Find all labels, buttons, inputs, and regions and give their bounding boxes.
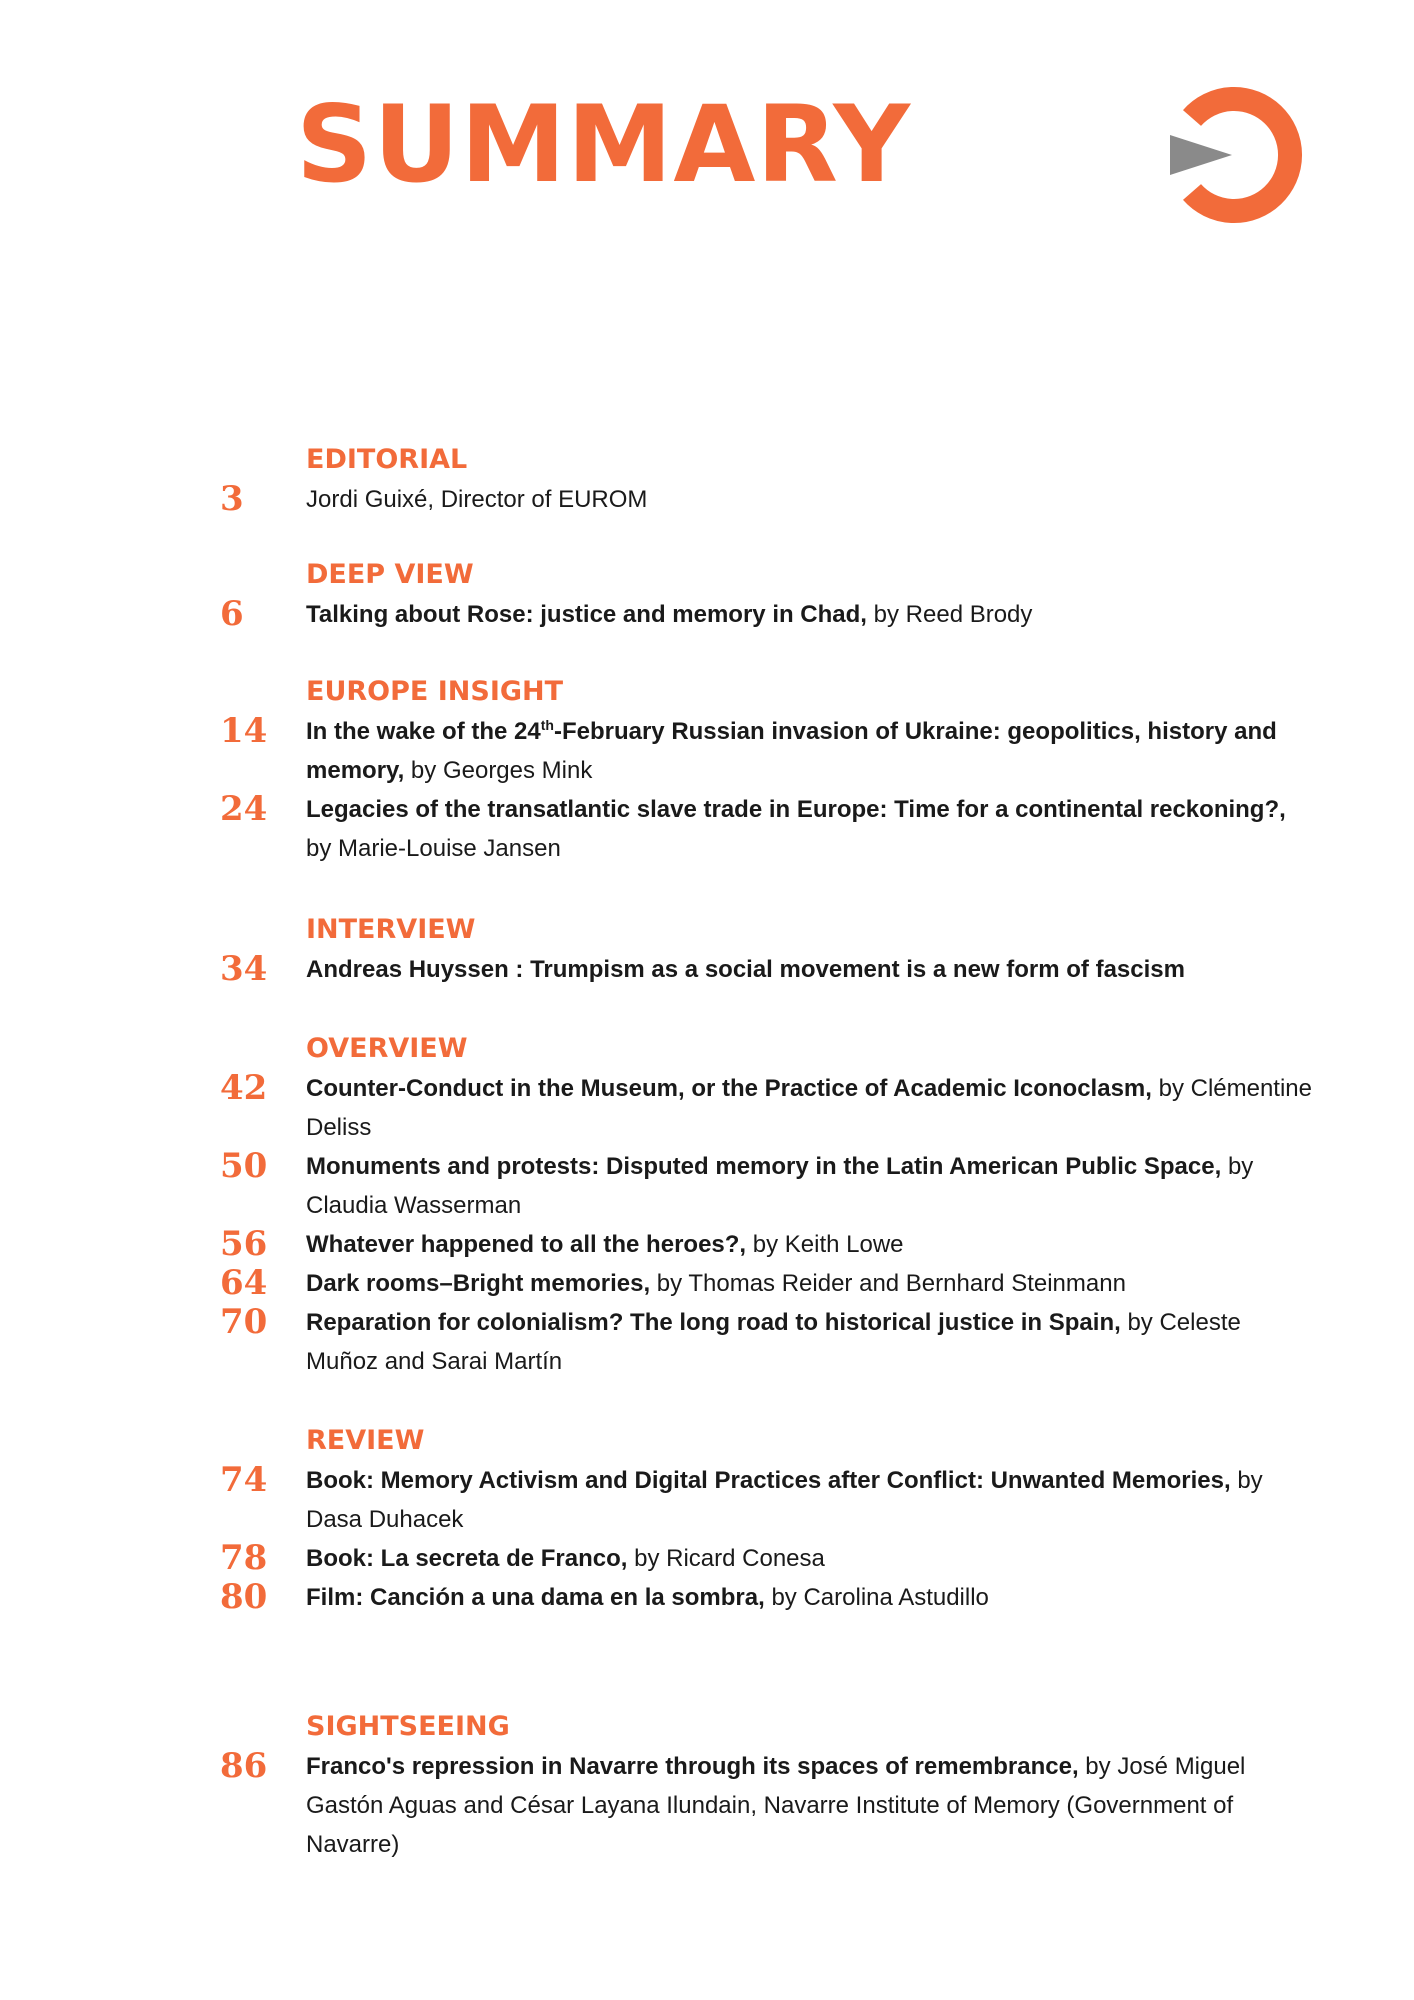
entry-text	[306, 712, 1316, 790]
toc-entry[interactable]	[0, 950, 1414, 989]
entry-title: Book: La secreta de Franco,	[306, 1545, 628, 1572]
section-title: OVERVIEW	[306, 1033, 468, 1064]
toc-entry[interactable]	[0, 1264, 1414, 1303]
entry-text	[306, 1303, 1316, 1381]
page-number: 70	[220, 1302, 268, 1342]
entry-text	[306, 1225, 1316, 1264]
toc-entry[interactable]	[0, 1578, 1414, 1617]
entry-text	[306, 595, 1316, 634]
page-number: 56	[220, 1224, 268, 1264]
page-number: 34	[220, 949, 268, 989]
toc-entry[interactable]	[0, 790, 1414, 868]
section-title: EUROPE INSIGHT	[306, 676, 564, 707]
page-number: 24	[220, 789, 268, 829]
section-editorial	[0, 440, 1414, 519]
section-title: REVIEW	[306, 1425, 425, 1456]
entry-text	[306, 1069, 1316, 1147]
entry-text	[306, 1264, 1316, 1303]
section-europe-insight	[0, 672, 1414, 868]
toc-entry[interactable]	[0, 712, 1414, 790]
toc-entry[interactable]	[0, 480, 1414, 519]
page-number: 14	[220, 711, 268, 751]
page-number: 80	[220, 1577, 268, 1617]
page-number: 50	[220, 1146, 268, 1186]
entry-byline: by Keith Lowe	[746, 1231, 904, 1258]
page-number: 6	[220, 594, 244, 634]
entry-byline: by Georges Mink	[404, 757, 593, 784]
entry-title: Book: Memory Activism and Digital Practices after Conflict: Unwanted Memories,	[306, 1467, 1231, 1494]
toc-entry[interactable]	[0, 1303, 1414, 1381]
entry-byline: by Celeste Muñoz and Sarai Martín	[306, 1309, 1241, 1375]
section-interview	[0, 910, 1414, 989]
entry-byline: by Reed Brody	[866, 601, 1033, 628]
entry-title: Monuments and protests: Disputed memory in the Latin American Public Space,	[306, 1153, 1222, 1180]
section-review	[0, 1421, 1414, 1617]
section-deep-view	[0, 555, 1414, 634]
entry-title: Franco's repression in Navarre through its spaces of remembrance,	[306, 1753, 1079, 1780]
entry-text	[306, 950, 1316, 989]
entry-text	[306, 480, 1316, 519]
table-of-contents	[0, 440, 1414, 1864]
entry-title-part: -February Russian invasion of Ukraine: geopolitics, history and memory,	[306, 718, 1277, 784]
toc-entry[interactable]	[0, 1747, 1414, 1864]
section-title: DEEP VIEW	[306, 559, 474, 590]
toc-entry[interactable]	[0, 1069, 1414, 1147]
page-number: 42	[220, 1068, 268, 1108]
page-number: 3	[220, 479, 244, 519]
section-title: EDITORIAL	[306, 444, 468, 475]
page-number: 78	[220, 1538, 268, 1578]
eurom-logo-icon	[1160, 80, 1310, 230]
page-number: 64	[220, 1263, 268, 1303]
toc-entry[interactable]	[0, 1225, 1414, 1264]
entry-byline: by Carolina Astudillo	[764, 1584, 989, 1611]
entry-title: Dark rooms–Bright memories,	[306, 1270, 651, 1297]
toc-entry[interactable]	[0, 1461, 1414, 1539]
entry-title: Film: Canción a una dama en la sombra,	[306, 1584, 765, 1611]
entry-title: Legacies of the transatlantic slave trade in Europe: Time for a continental reckoning?,	[306, 796, 1286, 823]
section-overview	[0, 1029, 1414, 1381]
page-title: SUMMARY	[296, 83, 911, 206]
section-title: SIGHTSEEING	[306, 1711, 510, 1742]
section-sightseeing	[0, 1707, 1414, 1864]
entry-title: Reparation for colonialism? The long road to historical justice in Spain,	[306, 1309, 1121, 1336]
entry-byline: by Ricard Conesa	[627, 1545, 825, 1572]
page-number: 86	[220, 1746, 268, 1786]
entry-text	[306, 1578, 1316, 1617]
toc-entry[interactable]	[0, 1147, 1414, 1225]
entry-byline: by Clémentine Deliss	[306, 1075, 1312, 1141]
toc-entry[interactable]	[0, 595, 1414, 634]
entry-text	[306, 1539, 1316, 1578]
entry-title: Whatever happened to all the heroes?,	[306, 1231, 747, 1258]
toc-entry[interactable]	[0, 1539, 1414, 1578]
entry-text	[306, 1147, 1316, 1225]
entry-title: Counter-Conduct in the Museum, or the Practice of Academic Iconoclasm,	[306, 1075, 1152, 1102]
entry-byline: Jordi Guixé, Director of EUROM	[306, 486, 648, 513]
entry-byline: by Dasa Duhacek	[306, 1467, 1263, 1533]
entry-byline: by Marie-Louise Jansen	[306, 835, 561, 862]
entry-byline: by Thomas Reider and Bernhard Steinmann	[650, 1270, 1126, 1297]
entry-byline: by Claudia Wasserman	[306, 1153, 1254, 1219]
entry-title: Andreas Huyssen : Trumpism as a social movement is a new form of fascism	[306, 956, 1185, 983]
entry-text	[306, 1747, 1316, 1864]
section-title: INTERVIEW	[306, 914, 476, 945]
entry-title-part: In the wake of the 24	[306, 718, 541, 745]
page-number: 74	[220, 1460, 268, 1500]
entry-text	[306, 790, 1316, 868]
entry-text	[306, 1461, 1316, 1539]
entry-title: Talking about Rose: justice and memory in Chad,	[306, 601, 867, 628]
entry-byline: by José Miguel Gastón Aguas and César Layana Ilundain, Navarre Institute of Memory (Government of Navarre)	[306, 1753, 1246, 1858]
ordinal-superscript: th	[540, 717, 554, 733]
